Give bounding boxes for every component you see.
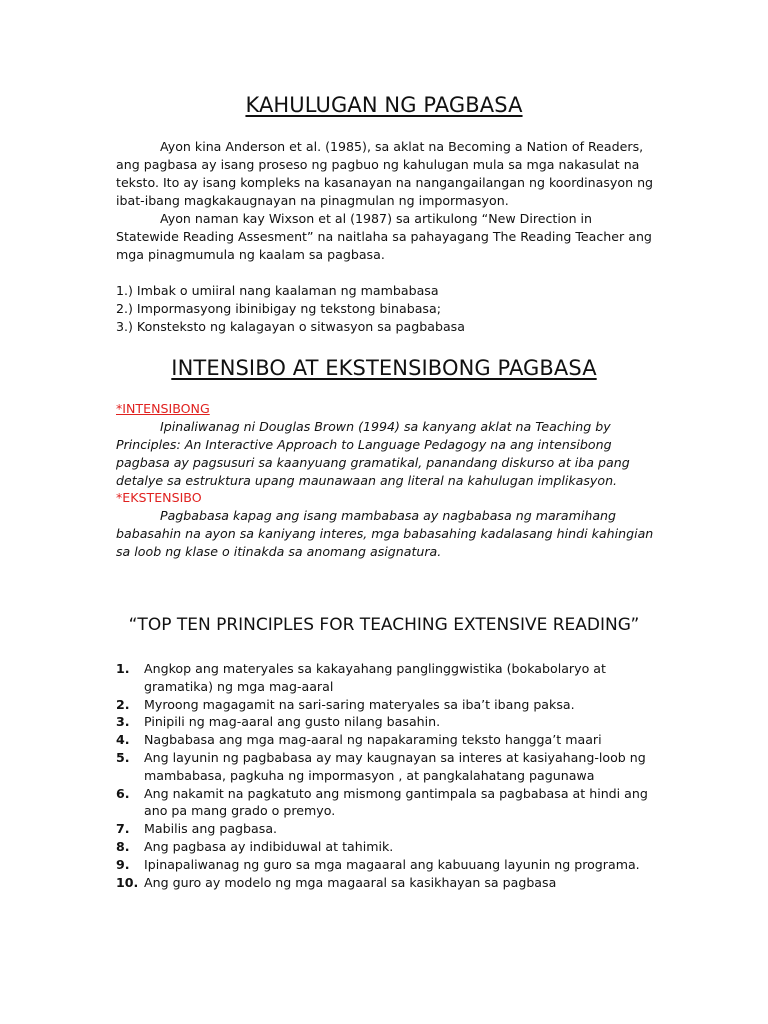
paragraph-anderson (116, 138, 656, 210)
list-item (116, 874, 656, 892)
list-number: 3. (116, 714, 130, 730)
text-line: Mabilis ang pagbasa. (144, 821, 278, 837)
text-line: Ang guro ay modelo ng mga magaaral sa kasikhayan sa pagbasa (144, 874, 557, 890)
list-number: 1. (116, 661, 130, 676)
title-kahulugan: KAHULUGAN NG PAGBASA (245, 93, 523, 117)
list-number: 8. (116, 838, 130, 854)
text-line: mga pinagmumula ng kaalam sa pagbasa. (116, 247, 385, 262)
text-line: Pinipili ng mag-aaral ang gusto nilang basahin. (144, 714, 441, 730)
list-item (116, 731, 656, 749)
text-line: sa loob ng klase o itinakda sa anomang asignatura. (116, 544, 442, 559)
text-line: Statewide Reading Assesment” na naitlaha sa pahayagang The Reading Teacher ang (116, 229, 652, 244)
text-line: Ang pagbasa ay indibiduwal at tahimik. (144, 838, 394, 854)
list-number: 2. (116, 696, 130, 712)
list-number: 7. (116, 821, 130, 837)
label-ekstensibo: *EKSTENSIBO (116, 490, 202, 505)
list-item (116, 856, 656, 874)
list-item (116, 785, 656, 821)
text-line: Ayon kina Anderson et al. (1985), sa aklat na Becoming a Nation of Readers, (160, 139, 644, 154)
list-item: 2.) Impormasyong ibinibigay ng tekstong binabasa; (116, 301, 441, 316)
text-line: Pagbabasa kapag ang isang mambabasa ay nagbabasa ng maramihang (160, 508, 617, 523)
list-item (116, 749, 656, 785)
text-line: teksto. Ito ay isang kompleks na kasanayan na nangangailangan ng koordinasyon ng (116, 175, 654, 190)
list-number: 9. (116, 856, 130, 872)
list-item: 1.) Imbak o umiiral nang kaalaman ng mambabasa (116, 283, 439, 298)
title-top-ten-principles: “TOP TEN PRINCIPLES FOR TEACHING EXTENSIVE READING” (128, 615, 640, 635)
text-line: Angkop ang materyales sa kakayahang panglinggwistika (bokabolaryo at (144, 661, 606, 676)
text-line: ano pa mang grado o premyo. (144, 803, 336, 819)
text-line: Ang layunin ng pagbabasa ay may kaugnayan sa interes at kasiyahang-loob ng (144, 749, 646, 765)
list-number: 5. (116, 749, 130, 765)
title-intensibo-ekstensibo: INTENSIBO AT EKSTENSIBONG PAGBASA (171, 356, 597, 380)
text-line: gramatika) ng mga mag-aaral (144, 678, 334, 694)
list-item (116, 820, 656, 838)
text-line: babasahin na ayon sa kaniyang interes, mga babasahing kadalasang hindi kahingian (116, 526, 654, 541)
text-line: Myroong magagamit na sari-saring materyales sa iba’t ibang paksa. (144, 696, 575, 712)
text-line: pagbasa ay pagsusuri sa kaanyuang gramatikal, panandang diskurso at iba pang (116, 455, 630, 470)
text-line: Ipinaliwanag ni Douglas Brown (1994) sa kanyang aklat na Teaching by (160, 419, 611, 434)
list-item (116, 660, 656, 696)
text-line: ibat-ibang magkakaugnayan na pinagmulan ng impormasyon. (116, 193, 509, 208)
text-line: Principles: An Interactive Approach to Language Pedagogy na ang intensibong (116, 437, 612, 452)
text-line: Nagbabasa ang mga mag-aaral ng napakaraming teksto hangga’t maari (144, 732, 602, 748)
principles-list (116, 660, 656, 891)
sources-list (116, 282, 656, 336)
text-line: Ang nakamit na pagkatuto ang mismong gantimpala sa pagbabasa at hindi ang (144, 785, 648, 801)
list-item (116, 838, 656, 856)
text-line: Ipinapaliwanag ng guro sa mga magaaral ang kabuuang layunin ng programa. (144, 856, 640, 872)
paragraph-wixson (116, 210, 656, 264)
list-item (116, 713, 656, 731)
list-item: 3.) Konsteksto ng kalagayan o sitwasyon sa pagbabasa (116, 319, 465, 334)
text-line: ang pagbasa ay isang proseso ng pagbuo ng kahulugan mula sa mga nakasulat na (116, 157, 640, 172)
list-number: 6. (116, 785, 130, 801)
text-line: Ayon naman kay Wixson et al (1987) sa artikulong “New Direction in (160, 211, 593, 226)
paragraph-intensibo (116, 418, 656, 490)
text-line: mambabasa, pagkuha ng impormasyon , at pangkalahatang pagunawa (144, 767, 595, 783)
label-intensibong: *INTENSIBONG (116, 401, 210, 416)
list-number: 4. (116, 732, 130, 748)
paragraph-ekstensibo (116, 507, 656, 561)
list-number: 10. (116, 874, 139, 890)
list-item (116, 696, 656, 714)
text-line: detalye sa estruktura upang maunawaan ang literal na kahulugan implikasyon. (116, 473, 618, 488)
